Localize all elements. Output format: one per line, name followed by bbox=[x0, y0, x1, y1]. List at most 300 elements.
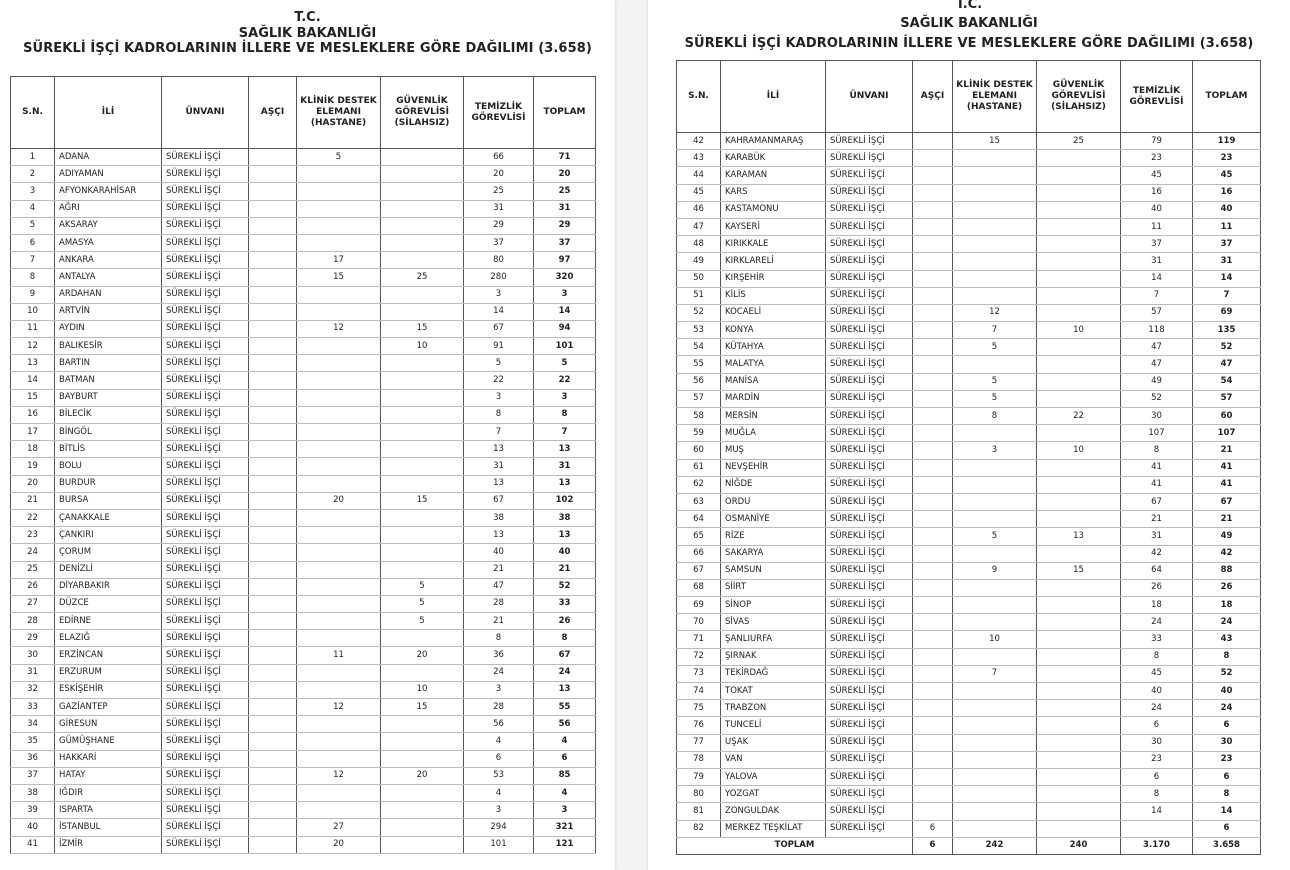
cell-asci bbox=[913, 304, 953, 321]
cell-toplam: 30 bbox=[1193, 734, 1261, 751]
cell-klinik: 15 bbox=[953, 133, 1037, 150]
table-row bbox=[11, 544, 596, 561]
table-row bbox=[11, 784, 596, 801]
cell-temizlik: 18 bbox=[1121, 597, 1193, 614]
cell-klinik: 17 bbox=[297, 252, 381, 269]
cell-sn: 50 bbox=[677, 270, 721, 287]
table-row bbox=[677, 201, 1261, 218]
cell-toplam: 43 bbox=[1193, 631, 1261, 648]
cell-guvenlik bbox=[1037, 236, 1121, 253]
cell-sn: 45 bbox=[677, 184, 721, 201]
cell-klinik bbox=[297, 166, 381, 183]
table-row bbox=[677, 648, 1261, 665]
cell-klinik bbox=[297, 595, 381, 612]
cell-il: KİLİS bbox=[721, 287, 826, 304]
table-row bbox=[11, 492, 596, 509]
table-row bbox=[11, 561, 596, 578]
cell-asci bbox=[913, 236, 953, 253]
cell-guvenlik: 10 bbox=[1037, 442, 1121, 459]
cell-il: ÇANKIRI bbox=[55, 527, 162, 544]
cell-toplam: 42 bbox=[1193, 545, 1261, 562]
cell-sn: 16 bbox=[11, 406, 55, 423]
cell-il: HAKKARİ bbox=[55, 750, 162, 767]
cell-klinik bbox=[297, 372, 381, 389]
cell-il: NEVŞEHİR bbox=[721, 459, 826, 476]
cell-guvenlik bbox=[1037, 511, 1121, 528]
cell-sn: 53 bbox=[677, 322, 721, 339]
cell-klinik bbox=[953, 476, 1037, 493]
table-row bbox=[11, 699, 596, 716]
cell-guvenlik bbox=[1037, 218, 1121, 235]
cell-il: IĞDIR bbox=[55, 784, 162, 801]
cell-klinik bbox=[297, 613, 381, 630]
table-row bbox=[11, 234, 596, 251]
total-toplam: 3.658 bbox=[1193, 837, 1261, 854]
table-row bbox=[11, 355, 596, 372]
cell-temizlik: 3 bbox=[464, 802, 534, 819]
table-row bbox=[11, 836, 596, 853]
cell-temizlik: 91 bbox=[464, 338, 534, 355]
cell-guvenlik bbox=[381, 183, 464, 200]
cell-asci bbox=[913, 528, 953, 545]
cell-klinik: 10 bbox=[953, 631, 1037, 648]
cell-sn: 3 bbox=[11, 183, 55, 200]
cell-temizlik: 28 bbox=[464, 699, 534, 716]
cell-toplam: 5 bbox=[534, 355, 596, 372]
cell-asci bbox=[249, 475, 297, 492]
cell-guvenlik bbox=[381, 252, 464, 269]
cell-sn: 44 bbox=[677, 167, 721, 184]
cell-klinik: 5 bbox=[953, 339, 1037, 356]
cell-temizlik: 47 bbox=[464, 578, 534, 595]
cell-klinik bbox=[297, 716, 381, 733]
cell-guvenlik bbox=[1037, 390, 1121, 407]
table-row bbox=[677, 700, 1261, 717]
cell-asci bbox=[249, 699, 297, 716]
cell-temizlik: 64 bbox=[1121, 562, 1193, 579]
cell-guvenlik bbox=[381, 441, 464, 458]
cell-guvenlik: 10 bbox=[381, 338, 464, 355]
cell-sn: 4 bbox=[11, 200, 55, 217]
cell-sn: 81 bbox=[677, 803, 721, 820]
cell-il: RİZE bbox=[721, 528, 826, 545]
cell-il: BARTIN bbox=[55, 355, 162, 372]
cell-asci bbox=[249, 492, 297, 509]
cell-toplam: 67 bbox=[1193, 493, 1261, 510]
cell-asci bbox=[249, 269, 297, 286]
cell-il: AKSARAY bbox=[55, 217, 162, 234]
cell-sn: 42 bbox=[677, 133, 721, 150]
cell-guvenlik bbox=[1037, 184, 1121, 201]
cell-unvan: SÜREKLİ İŞÇİ bbox=[162, 802, 249, 819]
cell-temizlik: 49 bbox=[1121, 373, 1193, 390]
table-row bbox=[11, 475, 596, 492]
cell-asci bbox=[913, 683, 953, 700]
cell-temizlik: 23 bbox=[1121, 150, 1193, 167]
table-row bbox=[11, 630, 596, 647]
cell-toplam: 8 bbox=[534, 406, 596, 423]
cell-sn: 32 bbox=[11, 681, 55, 698]
cell-il: ERZİNCAN bbox=[55, 647, 162, 664]
cell-temizlik: 30 bbox=[1121, 734, 1193, 751]
cell-sn: 80 bbox=[677, 786, 721, 803]
cell-temizlik: 66 bbox=[464, 149, 534, 166]
cell-toplam: 101 bbox=[534, 338, 596, 355]
cell-asci bbox=[249, 836, 297, 853]
cell-il: UŞAK bbox=[721, 734, 826, 751]
cell-unvan: SÜREKLİ İŞÇİ bbox=[826, 648, 913, 665]
table-row bbox=[11, 767, 596, 784]
table-row bbox=[11, 286, 596, 303]
cell-klinik bbox=[953, 150, 1037, 167]
column-header-temizlik: TEMİZLİK GÖREVLİSİ bbox=[464, 77, 534, 149]
table-row bbox=[11, 613, 596, 630]
cell-temizlik: 31 bbox=[1121, 528, 1193, 545]
cell-unvan: SÜREKLİ İŞÇİ bbox=[162, 183, 249, 200]
cell-guvenlik bbox=[1037, 665, 1121, 682]
cell-temizlik: 280 bbox=[464, 269, 534, 286]
cell-unvan: SÜREKLİ İŞÇİ bbox=[162, 355, 249, 372]
cell-il: AFYONKARAHİSAR bbox=[55, 183, 162, 200]
cell-toplam: 321 bbox=[534, 819, 596, 836]
cell-klinik bbox=[953, 511, 1037, 528]
cell-asci bbox=[913, 390, 953, 407]
cell-il: ESKİŞEHİR bbox=[55, 681, 162, 698]
cell-unvan: SÜREKLİ İŞÇİ bbox=[162, 269, 249, 286]
cell-temizlik: 118 bbox=[1121, 322, 1193, 339]
cell-sn: 13 bbox=[11, 355, 55, 372]
cell-temizlik: 37 bbox=[464, 234, 534, 251]
cell-asci bbox=[913, 597, 953, 614]
cell-temizlik: 24 bbox=[464, 664, 534, 681]
cell-toplam: 13 bbox=[534, 527, 596, 544]
cell-guvenlik: 20 bbox=[381, 767, 464, 784]
cell-unvan: SÜREKLİ İŞÇİ bbox=[162, 252, 249, 269]
cell-klinik: 15 bbox=[297, 269, 381, 286]
column-header-il: İLİ bbox=[721, 61, 826, 133]
cell-temizlik: 13 bbox=[464, 527, 534, 544]
cell-toplam: 52 bbox=[1193, 665, 1261, 682]
total-label: TOPLAM bbox=[677, 837, 913, 854]
cell-il: ZONGULDAK bbox=[721, 803, 826, 820]
cell-toplam: 24 bbox=[534, 664, 596, 681]
cell-il: KÜTAHYA bbox=[721, 339, 826, 356]
cell-il: ANKARA bbox=[55, 252, 162, 269]
cell-temizlik: 3 bbox=[464, 681, 534, 698]
cell-il: KASTAMONU bbox=[721, 201, 826, 218]
cell-il: GÜMÜŞHANE bbox=[55, 733, 162, 750]
cell-sn: 79 bbox=[677, 768, 721, 785]
cell-klinik bbox=[297, 733, 381, 750]
cell-asci bbox=[249, 647, 297, 664]
cell-toplam: 23 bbox=[1193, 751, 1261, 768]
table-row bbox=[11, 819, 596, 836]
cell-toplam: 26 bbox=[534, 613, 596, 630]
cell-klinik bbox=[953, 236, 1037, 253]
cell-klinik bbox=[953, 648, 1037, 665]
cell-asci bbox=[913, 133, 953, 150]
cell-asci bbox=[249, 406, 297, 423]
table-row bbox=[11, 269, 596, 286]
table-row bbox=[677, 545, 1261, 562]
cell-temizlik: 21 bbox=[464, 561, 534, 578]
cell-sn: 21 bbox=[11, 492, 55, 509]
cell-asci bbox=[249, 664, 297, 681]
cell-il: ÇORUM bbox=[55, 544, 162, 561]
cell-il: SİVAS bbox=[721, 614, 826, 631]
cell-sn: 2 bbox=[11, 166, 55, 183]
cell-klinik bbox=[297, 784, 381, 801]
cell-sn: 68 bbox=[677, 579, 721, 596]
cell-klinik bbox=[297, 389, 381, 406]
cell-klinik bbox=[953, 579, 1037, 596]
cell-toplam: 13 bbox=[534, 441, 596, 458]
cell-il: HATAY bbox=[55, 767, 162, 784]
table-row bbox=[677, 390, 1261, 407]
cell-il: DÜZCE bbox=[55, 595, 162, 612]
cell-asci bbox=[913, 373, 953, 390]
table-row bbox=[677, 717, 1261, 734]
cell-sn: 5 bbox=[11, 217, 55, 234]
table-row bbox=[11, 681, 596, 698]
cell-klinik bbox=[297, 441, 381, 458]
cell-klinik bbox=[953, 614, 1037, 631]
cell-unvan: SÜREKLİ İŞÇİ bbox=[162, 613, 249, 630]
cell-guvenlik bbox=[381, 527, 464, 544]
cell-guvenlik: 20 bbox=[381, 647, 464, 664]
cell-unvan: SÜREKLİ İŞÇİ bbox=[826, 373, 913, 390]
cell-toplam: 4 bbox=[534, 733, 596, 750]
cell-temizlik: 7 bbox=[464, 424, 534, 441]
header-line-1: T.C. bbox=[294, 10, 321, 25]
cell-temizlik: 56 bbox=[464, 716, 534, 733]
total-asci: 6 bbox=[913, 837, 953, 854]
column-header-unvan: ÜNVANI bbox=[162, 77, 249, 149]
cell-klinik: 5 bbox=[953, 390, 1037, 407]
cell-klinik: 8 bbox=[953, 408, 1037, 425]
cell-sn: 1 bbox=[11, 149, 55, 166]
cell-asci bbox=[913, 476, 953, 493]
cell-klinik bbox=[297, 424, 381, 441]
cell-il: KIRKLARELİ bbox=[721, 253, 826, 270]
cell-temizlik: 30 bbox=[1121, 408, 1193, 425]
cell-klinik bbox=[297, 664, 381, 681]
cell-temizlik: 57 bbox=[1121, 304, 1193, 321]
cell-guvenlik bbox=[381, 784, 464, 801]
cell-asci bbox=[913, 631, 953, 648]
cell-asci bbox=[249, 509, 297, 526]
cell-asci bbox=[913, 648, 953, 665]
cell-temizlik: 107 bbox=[1121, 425, 1193, 442]
cell-unvan: SÜREKLİ İŞÇİ bbox=[162, 389, 249, 406]
cell-asci bbox=[249, 630, 297, 647]
table-row bbox=[11, 527, 596, 544]
cell-unvan: SÜREKLİ İŞÇİ bbox=[826, 476, 913, 493]
cell-guvenlik: 22 bbox=[1037, 408, 1121, 425]
cell-temizlik: 41 bbox=[1121, 476, 1193, 493]
cell-temizlik: 52 bbox=[1121, 390, 1193, 407]
cell-guvenlik bbox=[1037, 820, 1121, 837]
cell-sn: 20 bbox=[11, 475, 55, 492]
cell-sn: 14 bbox=[11, 372, 55, 389]
header-line-2: SAĞLIK BAKANLIĞI bbox=[238, 25, 377, 41]
cell-il: YOZGAT bbox=[721, 786, 826, 803]
cell-unvan: SÜREKLİ İŞÇİ bbox=[826, 803, 913, 820]
cell-asci bbox=[913, 768, 953, 785]
cell-il: KONYA bbox=[721, 322, 826, 339]
cell-il: SİNOP bbox=[721, 597, 826, 614]
cell-unvan: SÜREKLİ İŞÇİ bbox=[162, 767, 249, 784]
cell-il: SAKARYA bbox=[721, 545, 826, 562]
cell-klinik: 3 bbox=[953, 442, 1037, 459]
cell-guvenlik: 5 bbox=[381, 613, 464, 630]
cell-sn: 67 bbox=[677, 562, 721, 579]
cell-asci bbox=[249, 544, 297, 561]
cell-unvan: SÜREKLİ İŞÇİ bbox=[162, 149, 249, 166]
cell-sn: 73 bbox=[677, 665, 721, 682]
cell-unvan: SÜREKLİ İŞÇİ bbox=[162, 458, 249, 475]
cell-klinik: 5 bbox=[953, 528, 1037, 545]
cell-temizlik: 8 bbox=[464, 630, 534, 647]
table-row bbox=[677, 373, 1261, 390]
cell-temizlik: 6 bbox=[1121, 768, 1193, 785]
cell-asci bbox=[913, 184, 953, 201]
cell-asci bbox=[249, 372, 297, 389]
cell-il: KAHRAMANMARAŞ bbox=[721, 133, 826, 150]
cell-temizlik: 14 bbox=[464, 303, 534, 320]
table-row bbox=[677, 665, 1261, 682]
cell-klinik bbox=[297, 681, 381, 698]
cell-sn: 49 bbox=[677, 253, 721, 270]
cell-unvan: SÜREKLİ İŞÇİ bbox=[162, 200, 249, 217]
cell-temizlik: 22 bbox=[464, 372, 534, 389]
cell-il: TEKİRDAĞ bbox=[721, 665, 826, 682]
cell-unvan: SÜREKLİ İŞÇİ bbox=[826, 425, 913, 442]
cell-asci bbox=[913, 459, 953, 476]
cell-klinik bbox=[297, 509, 381, 526]
cell-klinik bbox=[953, 717, 1037, 734]
cell-temizlik: 11 bbox=[1121, 218, 1193, 235]
cell-toplam: 3 bbox=[534, 286, 596, 303]
cell-unvan: SÜREKLİ İŞÇİ bbox=[826, 631, 913, 648]
cell-guvenlik bbox=[381, 544, 464, 561]
header-line-2: SAĞLIK BAKANLIĞI bbox=[900, 16, 1038, 31]
table-row bbox=[677, 614, 1261, 631]
cell-guvenlik: 5 bbox=[381, 595, 464, 612]
cell-klinik: 20 bbox=[297, 836, 381, 853]
cell-guvenlik bbox=[1037, 287, 1121, 304]
table-row bbox=[677, 150, 1261, 167]
table-row bbox=[11, 424, 596, 441]
table-row bbox=[677, 803, 1261, 820]
cell-temizlik: 13 bbox=[464, 475, 534, 492]
data-table bbox=[10, 76, 596, 854]
cell-unvan: SÜREKLİ İŞÇİ bbox=[162, 578, 249, 595]
cell-temizlik: 7 bbox=[1121, 287, 1193, 304]
cell-sn: 36 bbox=[11, 750, 55, 767]
table-body bbox=[677, 133, 1261, 838]
cell-il: KAYSERİ bbox=[721, 218, 826, 235]
cell-il: BİNGÖL bbox=[55, 424, 162, 441]
cell-unvan: SÜREKLİ İŞÇİ bbox=[826, 579, 913, 596]
cell-il: MARDİN bbox=[721, 390, 826, 407]
cell-guvenlik bbox=[1037, 493, 1121, 510]
cell-toplam: 31 bbox=[534, 458, 596, 475]
cell-toplam: 21 bbox=[1193, 511, 1261, 528]
cell-asci bbox=[249, 166, 297, 183]
cell-asci bbox=[913, 751, 953, 768]
table-row bbox=[11, 509, 596, 526]
cell-il: ARTVİN bbox=[55, 303, 162, 320]
column-header-sn: S.N. bbox=[11, 77, 55, 149]
cell-toplam: 7 bbox=[1193, 287, 1261, 304]
cell-unvan: SÜREKLİ İŞÇİ bbox=[826, 511, 913, 528]
cell-unvan: SÜREKLİ İŞÇİ bbox=[826, 304, 913, 321]
cell-asci bbox=[913, 201, 953, 218]
table-row bbox=[677, 236, 1261, 253]
cell-sn: 46 bbox=[677, 201, 721, 218]
cell-klinik bbox=[953, 751, 1037, 768]
cell-klinik bbox=[297, 544, 381, 561]
cell-toplam: 107 bbox=[1193, 425, 1261, 442]
cell-guvenlik bbox=[381, 406, 464, 423]
cell-asci bbox=[249, 613, 297, 630]
cell-klinik bbox=[297, 286, 381, 303]
cell-temizlik: 6 bbox=[464, 750, 534, 767]
cell-unvan: SÜREKLİ İŞÇİ bbox=[162, 561, 249, 578]
cell-il: YALOVA bbox=[721, 768, 826, 785]
cell-unvan: SÜREKLİ İŞÇİ bbox=[162, 664, 249, 681]
cell-toplam: 60 bbox=[1193, 408, 1261, 425]
cell-temizlik: 3 bbox=[464, 389, 534, 406]
cell-temizlik: 67 bbox=[1121, 493, 1193, 510]
cell-sn: 18 bbox=[11, 441, 55, 458]
table-row bbox=[11, 733, 596, 750]
cell-il: ANTALYA bbox=[55, 269, 162, 286]
cell-sn: 72 bbox=[677, 648, 721, 665]
cell-asci bbox=[249, 355, 297, 372]
cell-temizlik: 28 bbox=[464, 595, 534, 612]
cell-asci bbox=[913, 339, 953, 356]
cell-guvenlik bbox=[381, 819, 464, 836]
cell-il: GAZİANTEP bbox=[55, 699, 162, 716]
cell-klinik bbox=[297, 458, 381, 475]
cell-unvan: SÜREKLİ İŞÇİ bbox=[826, 253, 913, 270]
cell-toplam: 94 bbox=[534, 320, 596, 337]
cell-klinik bbox=[297, 561, 381, 578]
table-row bbox=[11, 200, 596, 217]
cell-unvan: SÜREKLİ İŞÇİ bbox=[162, 595, 249, 612]
cell-klinik bbox=[953, 287, 1037, 304]
cell-guvenlik bbox=[1037, 150, 1121, 167]
cell-unvan: SÜREKLİ İŞÇİ bbox=[162, 819, 249, 836]
table-row bbox=[677, 493, 1261, 510]
cell-temizlik: 23 bbox=[1121, 751, 1193, 768]
cell-unvan: SÜREKLİ İŞÇİ bbox=[826, 562, 913, 579]
cell-klinik bbox=[297, 750, 381, 767]
cell-toplam: 55 bbox=[534, 699, 596, 716]
cell-sn: 76 bbox=[677, 717, 721, 734]
cell-klinik bbox=[953, 803, 1037, 820]
cell-unvan: SÜREKLİ İŞÇİ bbox=[162, 286, 249, 303]
cell-klinik bbox=[297, 630, 381, 647]
cell-unvan: SÜREKLİ İŞÇİ bbox=[826, 665, 913, 682]
cell-asci bbox=[249, 441, 297, 458]
cell-temizlik: 67 bbox=[464, 320, 534, 337]
cell-sn: 56 bbox=[677, 373, 721, 390]
cell-toplam: 33 bbox=[534, 595, 596, 612]
cell-unvan: SÜREKLİ İŞÇİ bbox=[826, 356, 913, 373]
